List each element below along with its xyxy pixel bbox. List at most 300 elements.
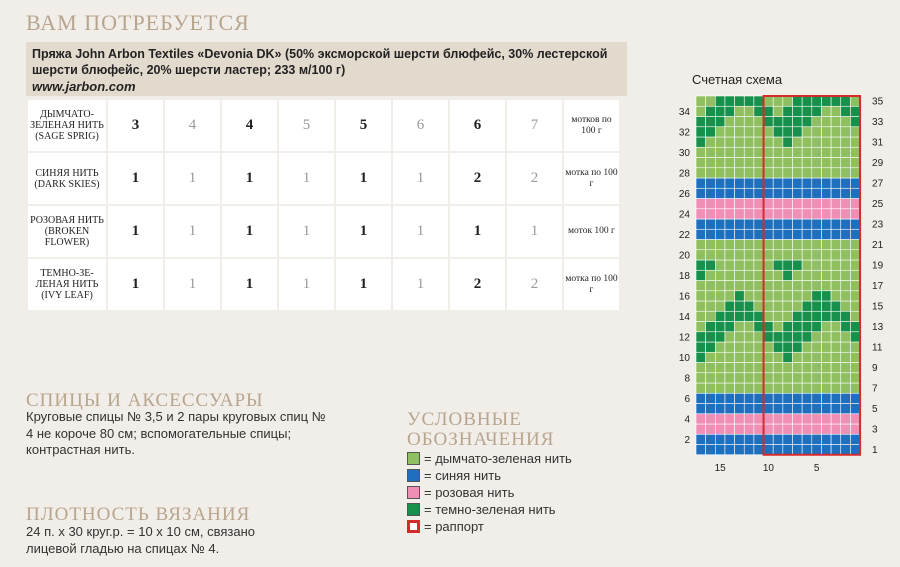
chart-cell xyxy=(821,393,831,403)
chart-axis-label: 14 xyxy=(678,311,690,323)
chart-cell xyxy=(812,445,822,455)
chart-cell xyxy=(725,445,735,455)
chart-axis-label: 10 xyxy=(678,352,690,364)
chart-cell xyxy=(841,250,851,260)
chart-cell xyxy=(821,424,831,434)
chart-cell xyxy=(783,137,793,147)
chart-cell xyxy=(783,291,793,301)
chart-cell xyxy=(841,342,851,352)
chart-cell xyxy=(812,281,822,291)
chart-cell xyxy=(744,250,754,260)
chart-cell xyxy=(754,281,764,291)
chart-cell xyxy=(802,240,812,250)
chart-cell xyxy=(764,383,774,393)
chart-cell xyxy=(841,158,851,168)
chart-cell xyxy=(725,270,735,280)
chart-cell xyxy=(764,260,774,270)
chart-cell xyxy=(812,106,822,116)
chart-cell xyxy=(754,373,764,383)
chart-cell xyxy=(802,393,812,403)
chart-cell xyxy=(850,434,860,444)
chart-cell xyxy=(706,414,716,424)
chart-cell xyxy=(812,127,822,137)
chart-cell xyxy=(802,445,812,455)
chart-cell xyxy=(754,404,764,414)
yarn-amount-table xyxy=(26,98,621,312)
chart-cell xyxy=(812,322,822,332)
chart-cell xyxy=(850,250,860,260)
yarn-name-cell: ДЫМЧАТО-ЗЕЛЕНАЯ НИТЬ (SAGE SPRIG) xyxy=(28,100,106,151)
chart-cell xyxy=(850,322,860,332)
chart-cell xyxy=(783,250,793,260)
chart-axis-label: 7 xyxy=(872,383,878,395)
chart-cell xyxy=(841,127,851,137)
chart-cell xyxy=(773,147,783,157)
chart-cell xyxy=(754,127,764,137)
chart-cell xyxy=(715,281,725,291)
chart-cell xyxy=(773,363,783,373)
chart-cell xyxy=(696,209,706,219)
chart-axis-label: 6 xyxy=(684,393,690,405)
chart-cell xyxy=(831,117,841,127)
skein-count-cell: 1 xyxy=(336,153,391,204)
chart-cell xyxy=(735,383,745,393)
chart-cell xyxy=(696,229,706,239)
chart-cell xyxy=(802,106,812,116)
legend-swatch xyxy=(407,452,420,465)
chart-cell xyxy=(764,311,774,321)
chart-cell xyxy=(793,414,803,424)
chart-cell xyxy=(841,424,851,434)
unit-cell: моток 100 г xyxy=(564,206,619,257)
chart-cell xyxy=(821,291,831,301)
chart-cell xyxy=(696,117,706,127)
chart-cell xyxy=(725,434,735,444)
chart-cell xyxy=(850,311,860,321)
chart-cell xyxy=(715,158,725,168)
chart-cell xyxy=(744,301,754,311)
chart-cell xyxy=(802,117,812,127)
chart-cell xyxy=(793,383,803,393)
chart-cell xyxy=(841,373,851,383)
chart-axis-label: 28 xyxy=(678,168,690,180)
chart-cell xyxy=(783,281,793,291)
chart-cell xyxy=(725,240,735,250)
skein-count-cell: 4 xyxy=(222,100,277,151)
chart-cell xyxy=(735,301,745,311)
chart-cell xyxy=(696,424,706,434)
chart-cell xyxy=(831,342,841,352)
unit-cell: мотка по 100 г xyxy=(564,153,619,204)
chart-cell xyxy=(821,363,831,373)
chart-cell xyxy=(744,393,754,403)
chart-cell xyxy=(764,424,774,434)
chart-cell xyxy=(793,311,803,321)
chart-cell xyxy=(783,434,793,444)
chart-cell xyxy=(764,199,774,209)
chart-cell xyxy=(744,137,754,147)
chart-cell xyxy=(754,352,764,362)
chart-cell xyxy=(706,106,716,116)
chart-cell xyxy=(773,311,783,321)
chart-cell xyxy=(831,352,841,362)
chart-cell xyxy=(831,322,841,332)
chart-cell xyxy=(821,414,831,424)
chart-cell xyxy=(793,158,803,168)
chart-cell xyxy=(802,424,812,434)
chart-cell xyxy=(744,270,754,280)
yarn-url[interactable]: www.jarbon.com xyxy=(32,79,136,94)
chart-cell xyxy=(850,168,860,178)
chart-cell xyxy=(831,106,841,116)
chart-cell xyxy=(802,291,812,301)
chart-cell xyxy=(802,199,812,209)
yarn-description: Пряжа John Arbon Textiles «Devonia DK» (50% эксморской шерсти блюфейс, 30% лестерской шерсти блюфейс, 20% шерсти ластер; 233 м/100 г) xyxy=(32,47,608,77)
chart-cell xyxy=(735,434,745,444)
chart-cell xyxy=(821,209,831,219)
table-row xyxy=(28,206,619,257)
chart-cell xyxy=(793,352,803,362)
chart-cell xyxy=(841,281,851,291)
chart-cell xyxy=(793,209,803,219)
chart-cell xyxy=(725,342,735,352)
chart-cell xyxy=(744,209,754,219)
chart-cell xyxy=(744,332,754,342)
chart-cell xyxy=(773,301,783,311)
chart-cell xyxy=(706,445,716,455)
chart-cell xyxy=(793,322,803,332)
chart-cell xyxy=(773,270,783,280)
chart-cell xyxy=(706,383,716,393)
chart-axis-label: 35 xyxy=(872,96,884,108)
chart-cell xyxy=(850,332,860,342)
chart-cell xyxy=(793,127,803,137)
chart-cell xyxy=(812,250,822,260)
chart-cell xyxy=(783,332,793,342)
chart-cell xyxy=(783,352,793,362)
chart-cell xyxy=(754,106,764,116)
chart-cell xyxy=(802,281,812,291)
chart-cell xyxy=(783,322,793,332)
chart-cell xyxy=(764,137,774,147)
chart-cell xyxy=(744,322,754,332)
chart-cell xyxy=(696,434,706,444)
chart-cell xyxy=(793,219,803,229)
chart-cell xyxy=(793,137,803,147)
chart-cell xyxy=(735,445,745,455)
chart-cell xyxy=(850,188,860,198)
chart-cell xyxy=(793,240,803,250)
skein-count-cell: 1 xyxy=(108,259,163,310)
chart-cell xyxy=(754,414,764,424)
chart-cell xyxy=(812,393,822,403)
chart-cell xyxy=(754,209,764,219)
chart-cell xyxy=(802,414,812,424)
chart-axis-label: 34 xyxy=(678,106,690,118)
chart-cell xyxy=(735,250,745,260)
chart-cell xyxy=(744,311,754,321)
chart-cell xyxy=(696,106,706,116)
chart-cell xyxy=(754,332,764,342)
skein-count-cell: 1 xyxy=(165,153,220,204)
chart-cell xyxy=(715,229,725,239)
chart-cell xyxy=(715,373,725,383)
skein-count-cell: 4 xyxy=(165,100,220,151)
legend-label: = раппорт xyxy=(424,519,484,534)
chart-cell xyxy=(754,229,764,239)
chart-cell xyxy=(773,383,783,393)
chart-axis-label: 16 xyxy=(678,291,690,303)
chart-axis-label: 19 xyxy=(872,260,884,272)
chart-cell xyxy=(821,445,831,455)
chart-cell xyxy=(773,178,783,188)
chart-axis-label: 25 xyxy=(872,199,884,211)
chart-cell xyxy=(821,281,831,291)
chart-cell xyxy=(793,96,803,106)
chart-cell xyxy=(850,291,860,301)
chart-cell xyxy=(735,168,745,178)
chart-cell xyxy=(725,158,735,168)
chart-cell xyxy=(735,240,745,250)
chart-cell xyxy=(773,332,783,342)
chart-cell xyxy=(754,147,764,157)
chart-cell xyxy=(706,332,716,342)
chart-cell xyxy=(821,373,831,383)
chart-cell xyxy=(841,209,851,219)
chart-cell xyxy=(773,393,783,403)
chart-cell xyxy=(715,363,725,373)
chart-cell xyxy=(812,188,822,198)
chart-cell xyxy=(841,352,851,362)
chart-cell xyxy=(725,383,735,393)
chart-cell xyxy=(744,404,754,414)
chart-cell xyxy=(715,168,725,178)
chart-cell xyxy=(735,342,745,352)
chart-cell xyxy=(850,137,860,147)
chart-cell xyxy=(764,147,774,157)
chart-axis-label: 5 xyxy=(813,462,820,473)
chart-cell xyxy=(754,260,764,270)
chart-cell xyxy=(754,168,764,178)
chart-cell xyxy=(793,281,803,291)
chart-cell xyxy=(773,96,783,106)
chart-cell xyxy=(793,301,803,311)
chart-cell xyxy=(773,445,783,455)
skein-count-cell: 1 xyxy=(450,206,505,257)
chart-cell xyxy=(783,363,793,373)
chart-cell xyxy=(821,342,831,352)
chart-cell xyxy=(802,178,812,188)
chart-cell xyxy=(793,373,803,383)
chart-cell xyxy=(764,209,774,219)
chart-cell xyxy=(812,117,822,127)
chart-cell xyxy=(802,322,812,332)
legend-label: = темно-зеленая нить xyxy=(424,502,556,517)
chart-axis-label: 27 xyxy=(872,178,884,190)
chart-cell xyxy=(773,291,783,301)
chart-cell xyxy=(773,342,783,352)
chart-cell xyxy=(812,137,822,147)
chart-cell xyxy=(706,434,716,444)
skein-count-cell: 2 xyxy=(450,153,505,204)
unit-cell: мотка по 100 г xyxy=(564,259,619,310)
chart-cell xyxy=(783,168,793,178)
chart-cell xyxy=(735,199,745,209)
chart-cell xyxy=(735,229,745,239)
chart-cell xyxy=(706,127,716,137)
chart-cell xyxy=(706,352,716,362)
chart-cell xyxy=(764,352,774,362)
chart-cell xyxy=(754,188,764,198)
chart-cell xyxy=(725,414,735,424)
chart-cell xyxy=(821,178,831,188)
chart-cell xyxy=(764,414,774,424)
chart-cell xyxy=(812,168,822,178)
chart-cell xyxy=(744,158,754,168)
chart-cell xyxy=(764,229,774,239)
legend-title: УСЛОВНЫЕ ОБОЗНАЧЕНИЯ xyxy=(407,409,555,450)
chart-cell xyxy=(793,199,803,209)
chart-cell xyxy=(821,260,831,270)
chart-cell xyxy=(783,158,793,168)
chart-cell xyxy=(802,147,812,157)
chart-cell xyxy=(706,178,716,188)
chart-cell xyxy=(725,106,735,116)
chart-cell xyxy=(812,229,822,239)
chart-cell xyxy=(696,158,706,168)
chart-cell xyxy=(744,188,754,198)
chart-cell xyxy=(841,229,851,239)
chart-cell xyxy=(821,311,831,321)
legend-item xyxy=(407,502,556,518)
chart-cell xyxy=(793,147,803,157)
chart-cell xyxy=(744,147,754,157)
chart-cell xyxy=(715,240,725,250)
chart-cell xyxy=(754,240,764,250)
chart-cell xyxy=(754,158,764,168)
chart-cell xyxy=(764,393,774,403)
chart-cell xyxy=(831,209,841,219)
chart-cell xyxy=(812,209,822,219)
chart-cell xyxy=(783,424,793,434)
chart-cell xyxy=(754,137,764,147)
chart-cell xyxy=(793,188,803,198)
chart-cell xyxy=(831,301,841,311)
chart-cell xyxy=(773,260,783,270)
chart-cell xyxy=(696,281,706,291)
chart-cell xyxy=(841,106,851,116)
chart-cell xyxy=(783,199,793,209)
chart-cell xyxy=(812,240,822,250)
chart-cell xyxy=(744,352,754,362)
chart-cell xyxy=(715,199,725,209)
chart-axis-label: 18 xyxy=(678,270,690,282)
chart-cell xyxy=(744,260,754,270)
chart-cell xyxy=(735,178,745,188)
chart-cell xyxy=(773,404,783,414)
chart-cell xyxy=(706,199,716,209)
chart-cell xyxy=(754,311,764,321)
chart-cell xyxy=(812,301,822,311)
chart-cell xyxy=(706,322,716,332)
chart-cell xyxy=(764,373,774,383)
chart-cell xyxy=(706,301,716,311)
chart-cell xyxy=(715,301,725,311)
chart-cell xyxy=(841,383,851,393)
chart-cell xyxy=(706,342,716,352)
chart-axis-label: 32 xyxy=(678,127,690,139)
chart-cell xyxy=(841,363,851,373)
chart-cell xyxy=(850,199,860,209)
chart-cell xyxy=(696,291,706,301)
chart-cell xyxy=(735,322,745,332)
chart-cell xyxy=(783,240,793,250)
chart-cell xyxy=(744,363,754,373)
chart-cell xyxy=(735,291,745,301)
chart-cell xyxy=(850,342,860,352)
chart-cell xyxy=(802,363,812,373)
chart-cell xyxy=(831,404,841,414)
chart-axis-label: 22 xyxy=(678,229,690,241)
chart-cell xyxy=(735,137,745,147)
chart-cell xyxy=(744,178,754,188)
chart-cell xyxy=(821,322,831,332)
chart-axis-label: 26 xyxy=(678,188,690,200)
chart-cell xyxy=(773,352,783,362)
chart-cell xyxy=(696,96,706,106)
chart-cell xyxy=(841,137,851,147)
chart-cell xyxy=(725,168,735,178)
chart-cell xyxy=(841,219,851,229)
chart-cell xyxy=(725,291,735,301)
chart-cell xyxy=(850,229,860,239)
chart-cell xyxy=(812,219,822,229)
chart-cell xyxy=(821,229,831,239)
chart-cell xyxy=(850,178,860,188)
chart-cell xyxy=(715,322,725,332)
chart-cell xyxy=(715,342,725,352)
chart-cell xyxy=(850,383,860,393)
chart-cell xyxy=(841,311,851,321)
chart-cell xyxy=(764,404,774,414)
chart-cell xyxy=(850,301,860,311)
chart-cell xyxy=(735,424,745,434)
chart-cell xyxy=(812,342,822,352)
chart-cell xyxy=(725,188,735,198)
chart-cell xyxy=(754,342,764,352)
chart-cell xyxy=(793,363,803,373)
chart-cell xyxy=(754,117,764,127)
chart-axis-label: 15 xyxy=(872,301,884,313)
chart-cell xyxy=(850,106,860,116)
chart-cell xyxy=(706,393,716,403)
gauge-title: ПЛОТНОСТЬ ВЯЗАНИЯ xyxy=(26,504,251,525)
chart-cell xyxy=(725,332,735,342)
chart-cell xyxy=(744,281,754,291)
chart-cell xyxy=(696,137,706,147)
chart-cell xyxy=(793,291,803,301)
chart-cell xyxy=(754,96,764,106)
chart-cell xyxy=(812,434,822,444)
chart-cell xyxy=(821,96,831,106)
chart-cell xyxy=(764,445,774,455)
chart-axis-label: 11 xyxy=(872,342,883,354)
chart-cell xyxy=(764,158,774,168)
chart-cell xyxy=(744,229,754,239)
chart-cell xyxy=(754,424,764,434)
chart-cell xyxy=(735,188,745,198)
chart-cell xyxy=(831,414,841,424)
